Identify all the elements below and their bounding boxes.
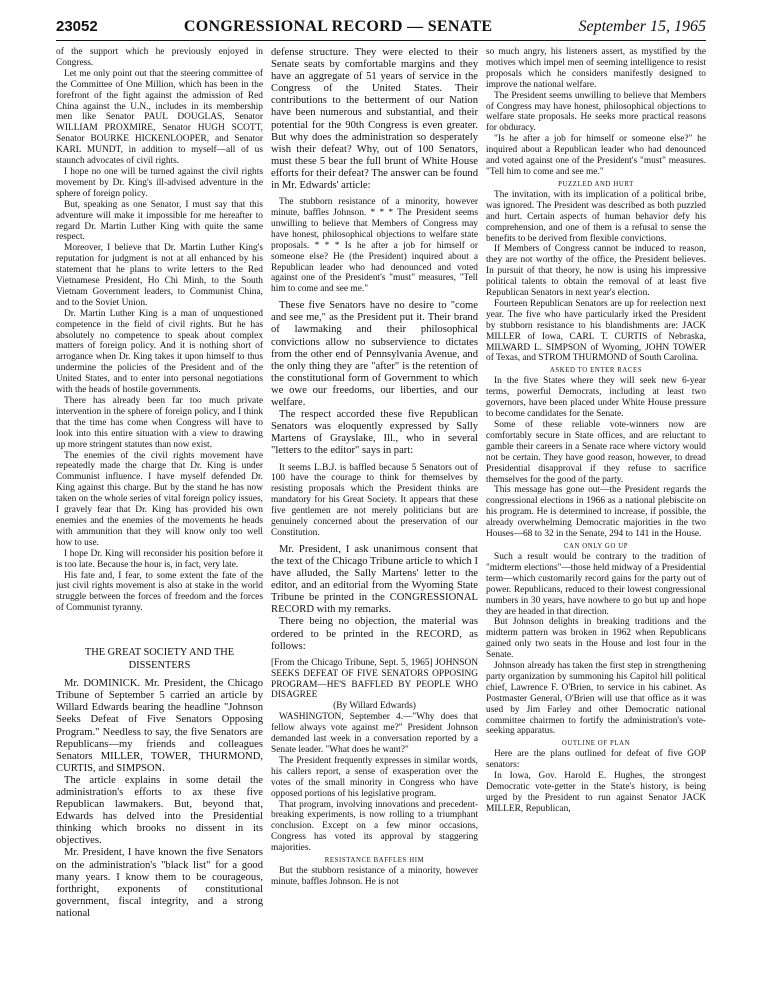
subheading: ASKED TO ENTER RACES	[549, 367, 643, 375]
quoted-paragraph: This message has gone out—the President regards the congressional elections in 1966 as a national plebiscite on his program. He is determined to increase, if possible, the already overwhelming Democratic majorities in the two Houses—68 to 32 in the Senate, 294 to 141 in the House.	[486, 485, 706, 540]
quoted-paragraph: But Johnson delights in breaking traditions and the midterm pattern was broken in 1962 when Republicans gained only two seats in the House and lost four in the Senate.	[486, 617, 706, 661]
quoted-paragraph: The President seems unwilling to believe that Members of Congress may have honest, philosophical objections to welfare state proposals. He seeks more practical reasons for obduracy.	[486, 90, 706, 134]
paragraph: These five Senators have no desire to "come and see me," as the President put it. Their brand of lawmaking and their philosophical convictions allow no subservience to dictates from the other end of Pennsylvania Avenue, and the only thing they are "after" is the retention of the constitutional form of Government to which we owe our freedoms, our liberties, and our welfare.	[271, 300, 478, 409]
byline: (By Willard Edwards)	[333, 701, 416, 712]
section-title-line-2: DISSENTERS	[128, 660, 191, 672]
quoted-paragraph: Here are the plans outlined for defeat of five GOP senators:	[486, 749, 706, 771]
quoted-paragraph: Some of these reliable vote-winners now are comfortably secure in State offices, and are reluctant to gamble their careers in a Senate race where victory would not be certain. They have good reason, however, to dread Presidential disapproval if they refuse to sacrifice themselves for the good of the party.	[486, 420, 706, 485]
column-2	[271, 47, 478, 982]
paragraph: The enemies of the civil rights movement have repeatedly made the charge that Dr. King is under Communist influence. I have myself defended Dr. King against this charge. But by the stand he has now taken on the whole series of vital foreign policy issues, I gravely fear that Dr. King has provided his own enemies and the enemies of the movements he heads with ammunition that they will know only too well how to use.	[56, 450, 263, 548]
quoted-paragraph: "Is he after a job for himself or someone else?" he inquired about a Republican leader who had denounced and voted against one of the President's "must" measures. "Tell him to come and see me."	[486, 134, 706, 177]
paragraph: Mr. President, I ask unanimous consent that the text of the Chicago Tribune article to which I have alluded, the Sally Martens' letter to the editor, and an editorial from the Wyoming State Tribune be printed in the CONGRESSIONAL RECORD with my remarks.	[271, 543, 478, 616]
quoted-paragraph: Such a result would be contrary to the tradition of "midterm elections"—those held midway of a Presidential term—which customarily record gains for the party out of power. Republicans, reduced to their lowest congressional numbers in 30 years, have nowhere to go but up and hope they are headed in that direction.	[486, 551, 706, 617]
publication-title: CONGRESSIONAL RECORD — SENATE	[183, 18, 493, 35]
paragraph: There being no objection, the material was ordered to be printed in the RECORD, as follows:	[271, 616, 478, 652]
paragraph: defense structure. They were elected to their Senate seats by comfortable margins and they have an aggregate of 51 years of service in the Congress of the United States. Their contributions to the betterment of our Nation have been numerous and substantial, and their potential for the 90th Congress is even greater. But why does the administration so desperately wish their defeat? Why, out of 100 Senators, must these 5 bear the full brunt of White House efforts for their defeat? The answer can be found in Mr. Edwards' article:	[271, 47, 478, 192]
quoted-paragraph: WASHINGTON, September 4.—"Why does that fellow always vote against me?" President Johnson demanded last week in a conversation reported by a Senate leader. "What does he want?"	[271, 712, 478, 756]
issue-date: September 15, 1965	[578, 18, 706, 35]
section-title	[56, 646, 263, 672]
page-number: 23052	[56, 18, 98, 35]
column-3	[486, 47, 706, 982]
section-spacer	[56, 614, 263, 640]
quoted-paragraph: Johnson already has taken the first step in strengthening party organization by summoning his Capitol hill political chief, Lawrence F. O'Brien, to service in his cabinet. As Postmaster General, O'Brien will use that office as it was used by Jim Farley and other Democratic national committee chairmen to fortify the administration's vote-seeking apparatus.	[486, 661, 706, 737]
paragraph: I hope Dr. King will reconsider his position before it is too late. Because the hour is, in fact, very late.	[56, 548, 263, 570]
paragraph: I hope no one will be turned against the civil rights movement by Dr. King's ill-advised adventure in the sphere of foreign policy.	[56, 166, 263, 199]
quoted-paragraph: If Members of Congress cannot be induced to reason, they are not worthy of the office, the President believes. In pursuit of that theory, he now is using his impressive political talents to obtain the removal of at least five Republican Senators in next year's election.	[486, 244, 706, 299]
paragraph: The article explains in some detail the administration's efforts to ax these five Republican lawmakers. But, beyond that, Edwards has delved into the Presidential thinking which brooks no dissent in its objectives.	[56, 774, 263, 847]
quoted-paragraph: The invitation, with its implication of a political bribe, was ignored. The President was described as both puzzled and hurt. Certain aspects of human behavior defy his comprehension, and one of them is a refusal to sense the benefits to be derived from flexible convictions.	[486, 189, 706, 244]
subheading: CAN ONLY GO UP	[563, 542, 629, 550]
subheading: OUTLINE OF PLAN	[561, 740, 631, 748]
quoted-paragraph: so much angry, his listeners assert, as mystified by the motives which impel men of seeming intelligence to resist proposals which he considers manifestly designed to improve the national welfare.	[486, 47, 706, 90]
quoted-paragraph: In Iowa, Gov. Harold E. Hughes, the strongest Democratic vote-getter in the State's history, is being urged by the President to run against Senator JACK MILLER, Republican,	[486, 771, 706, 814]
paragraph: Mr. President, I have known the five Senators on the administration's "black list" for a good many years. I know them to be courageous, forthright, exponents of constitutional government, fiscal integrity, and a strong national	[56, 847, 263, 919]
paragraph: Let me only point out that the steering committee of the Committee of One Million, which has been in the forefront of the fight against the admission of Red China against the U.N., includes in its membership men like Senator PAUL DOUGLAS, Senator WILLIAM PROXMIRE, Senator HUGH SCOTT, Senator BOURKE HICKENLOOPER, and Senator KARL MUNDT, in addition to myself—all of us staunch advocates of civil rights.	[56, 68, 263, 167]
article-source-heading: [From the Chicago Tribune, Sept. 5, 1965] JOHNSON SEEKS DEFEAT OF FIVE SENATORS OPPOSING PROGRAM—HE'S BAFFLED BY PEOPLE WHO DISAGREE	[271, 657, 478, 701]
paragraph: Moreover, I believe that Dr. Martin Luther King's reputation for judgment is not at all enhanced by his statement that he plans to write letters to the Red Vietnamese President, Ho Chi Minh, to the South Vietnam Government leaders, to Communist China, and to the Soviet Union.	[56, 243, 263, 308]
page-header	[56, 18, 706, 40]
quoted-paragraph: The stubborn resistance of a minority, however minute, baffles Johnson. * * * The President seems unwilling to believe that Members of Congress may have honest, philosophical objections to welfare state proposals. * * * Is he after a job for himself or someone else? He (the President) inquired about a Republican leader who had denounced and voted against one of the President's "must" measures, "Tell him to come and see me."	[271, 197, 478, 295]
quoted-paragraph: In the five States where they will seek new 6-year terms, powerful Democrats, including at least two governors, have been placed under White House pressure to become candidates for the Senate.	[486, 376, 706, 420]
paragraph: But, speaking as one Senator, I must say that this adventure will make it impossible for me hereafter to regard Dr. Martin Luther King with quite the same respect.	[56, 199, 263, 243]
paragraph: Mr. DOMINICK. Mr. President, the Chicago Tribune of September 5 carried an article by Willard Edwards bearing the headline "Johnson Seeks Defeat of Five Senators Opposing Program." Needless to say, the five Senators are Republicans—my friends and colleagues Senators MILLER, TOWER, THURMOND, CURTIS, and SIMPSON.	[56, 678, 263, 774]
quoted-paragraph: It seems L.B.J. is baffled because 5 Senators out of 100 have the courage to think for themselves by resisting proposals which the President thinks are mandatory for his Great Society. It appears that these five gentlemen are not merely politicians but are genuinely concerned about the preservation of our Constitution.	[271, 462, 478, 538]
quoted-paragraph: The President frequently expresses in similar words, his callers report, a sense of exasperation over the votes of the small minority in Congress who have opposed portions of his legislative program.	[271, 755, 478, 799]
quoted-paragraph: That program, involving innovations and precedent-breaking experiments, is now rolling to a triumphant conclusion. Except on a few minor occasions, Congress has voted its approval by staggering majorities.	[271, 799, 478, 854]
paragraph: His fate and, I fear, to some extent the fate of the just civil rights movement is also at stake in the world struggle between the forces of freedom and the forces of Communist tyranny.	[56, 570, 263, 614]
subheading: PUZZLED AND HURT	[558, 180, 634, 188]
header-rule	[56, 40, 706, 41]
section-title-line-1: THE GREAT SOCIETY AND THE	[84, 647, 235, 659]
quoted-paragraph: Fourteen Republican Senators are up for reelection next year. The five who have particularly irked the President by stubborn resistance to his blandishments are: JACK MILLER of Iowa, CARL T. CURTIS of Nebraska, MILWARD L. SIMPSON of Wyoming, JOHN TOWER of Texas, and STROM THURMOND of South Carolina.	[486, 298, 706, 364]
column-1	[56, 47, 263, 982]
quoted-paragraph: But the stubborn resistance of a minority, however minute, baffles Johnson. He is not	[271, 866, 478, 887]
paragraph: The respect accorded these five Republican Senators was eloquently expressed by Sally Martens of Grayslake, Ill., who in several "letters to the editor" says in part:	[271, 409, 478, 457]
subheading: RESISTANCE BAFFLES HIM	[324, 857, 425, 865]
paragraph: Dr. Martin Luther King is a man of unquestioned competence in the field of civil rights. But he has absolutely no competence to speak about complex matters of foreign policy. And it is nothing short of arrogance when Dr. King takes it upon himself to thus undermine the policies of the President and of the United States, and to enter into personal negotiations with the heads of hostile governments.	[56, 308, 263, 396]
paragraph: of the support which he previously enjoyed in Congress.	[56, 47, 263, 68]
paragraph: There has already been far too much private intervention in the sphere of foreign policy, and I think that the time has come when Congress will have to look into this entire situation with a view to drawing up more stringent statutes than now exist.	[56, 396, 263, 450]
